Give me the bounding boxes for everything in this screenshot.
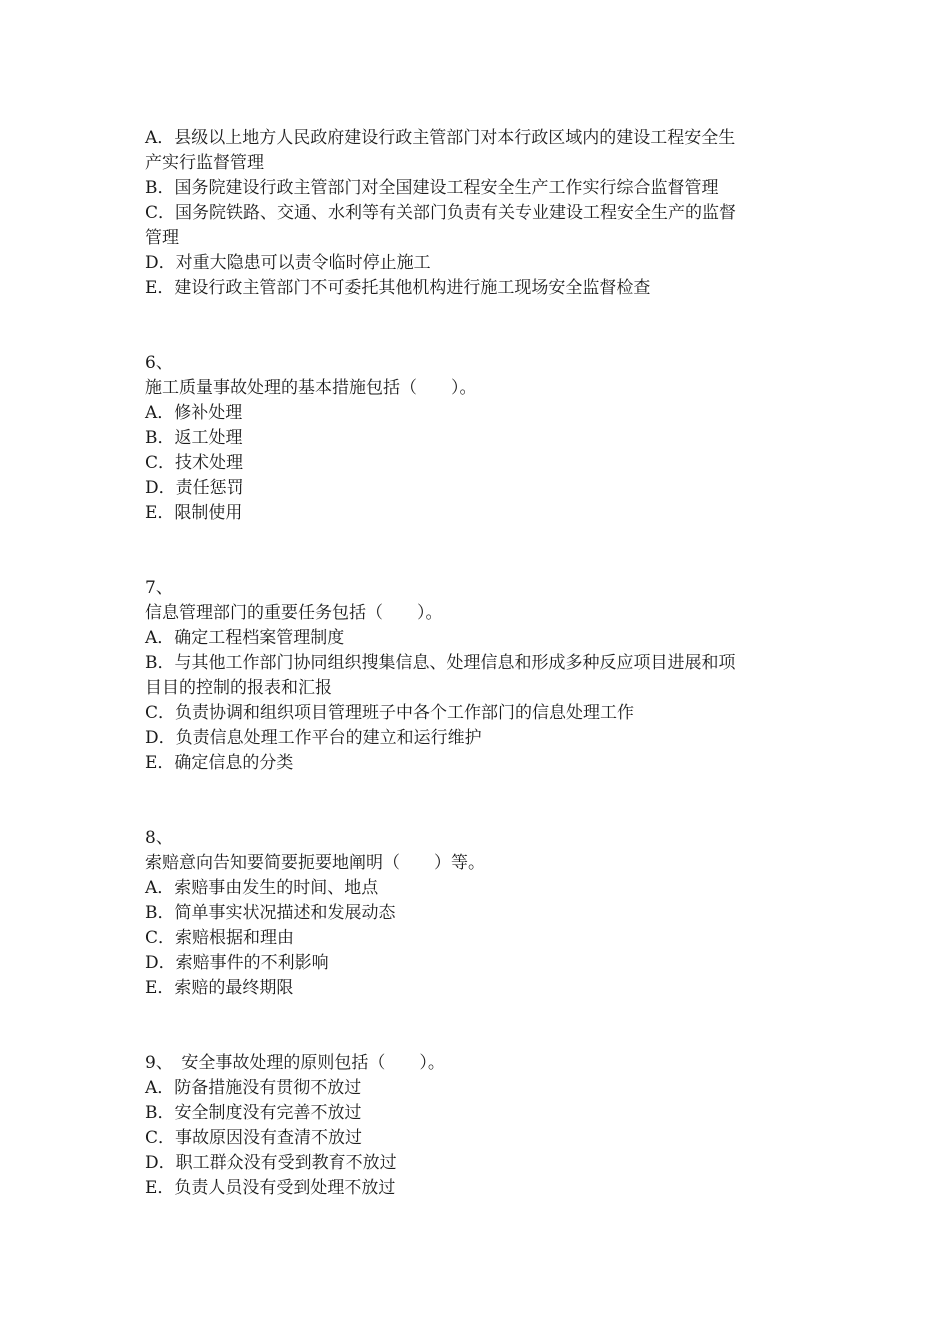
question-number: 7、 xyxy=(145,578,173,598)
option-a-line1: A．县级以上地方人民政府建设行政主管部门对本行政区域内的建设工程安全生 xyxy=(145,128,736,148)
option-a: A．修补处理 xyxy=(145,403,243,423)
question-7 xyxy=(145,576,813,776)
option-c: C．事故原因没有查清不放过 xyxy=(145,1128,363,1148)
question-8 xyxy=(145,826,813,1001)
option-d: D．对重大隐患可以责令临时停止施工 xyxy=(145,253,431,273)
spacer xyxy=(145,301,813,351)
option-a: A．索赔事由发生的时间、地点 xyxy=(145,878,379,898)
question-6 xyxy=(145,351,813,526)
option-e: E．确定信息的分类 xyxy=(145,753,294,773)
document-page xyxy=(145,126,813,1201)
option-c-line2: 管理 xyxy=(145,228,179,248)
question-5-options xyxy=(145,126,813,301)
spacer xyxy=(145,776,813,826)
option-c: C．索赔根据和理由 xyxy=(145,928,295,948)
option-c-line1: C．国务院铁路、交通、水利等有关部门负责有关专业建设工程安全生产的监督 xyxy=(145,203,737,223)
option-b-line1: B．与其他工作部门协同组织搜集信息、处理信息和形成多种反应项目进展和项 xyxy=(145,653,736,673)
option-b: B．国务院建设行政主管部门对全国建设工程安全生产工作实行综合监督管理 xyxy=(145,178,719,198)
option-b: B．返工处理 xyxy=(145,428,243,448)
option-c: C．技术处理 xyxy=(145,453,244,473)
question-9 xyxy=(145,1051,813,1201)
option-d: D．责任惩罚 xyxy=(145,478,244,498)
option-b-line2: 目目的控制的报表和汇报 xyxy=(145,678,332,698)
spacer xyxy=(145,1001,813,1051)
option-c: C．负责协调和组织项目管理班子中各个工作部门的信息处理工作 xyxy=(145,703,635,723)
question-stem: 信息管理部门的重要任务包括（ ）。 xyxy=(145,603,443,623)
option-b: B．简单事实状况描述和发展动态 xyxy=(145,903,396,923)
option-e: E．建设行政主管部门不可委托其他机构进行施工现场安全监督检查 xyxy=(145,278,651,298)
question-number: 6、 xyxy=(145,353,173,373)
option-a: A．防备措施没有贯彻不放过 xyxy=(145,1078,362,1098)
question-stem: 施工质量事故处理的基本措施包括（ ）。 xyxy=(145,378,477,398)
option-e: E．负责人员没有受到处理不放过 xyxy=(145,1178,396,1198)
option-d: D．职工群众没有受到教育不放过 xyxy=(145,1153,397,1173)
option-e: E．限制使用 xyxy=(145,503,243,523)
question-stem: 9、 安全事故处理的原则包括（ ）。 xyxy=(145,1053,445,1073)
option-e: E．索赔的最终期限 xyxy=(145,978,294,998)
option-b: B．安全制度没有完善不放过 xyxy=(145,1103,362,1123)
option-d: D．负责信息处理工作平台的建立和运行维护 xyxy=(145,728,482,748)
spacer xyxy=(145,526,813,576)
option-a: A．确定工程档案管理制度 xyxy=(145,628,345,648)
option-a-line2: 产实行监督管理 xyxy=(145,153,264,173)
question-number: 8、 xyxy=(145,828,173,848)
option-d: D．索赔事件的不利影响 xyxy=(145,953,329,973)
question-stem: 索赔意向告知要简要扼要地阐明（ ）等。 xyxy=(145,853,485,873)
